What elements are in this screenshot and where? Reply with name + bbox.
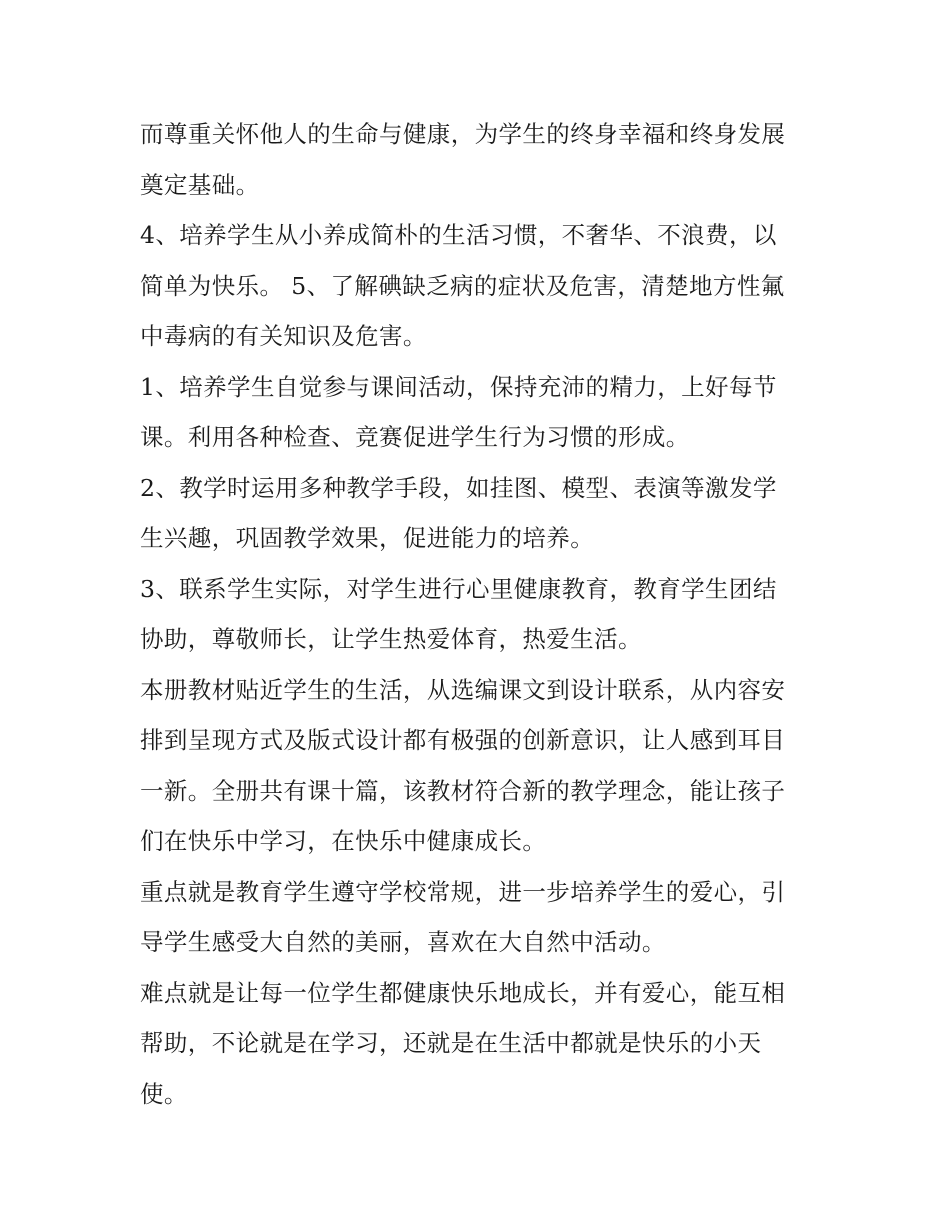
text-line: 帮助，不论就是在学习，还就是在生活中都就是快乐的小天 xyxy=(140,1029,762,1057)
text-line: 本册教材贴近学生的生活，从选编课文到设计联系，从内容安 xyxy=(140,675,786,704)
text-line: 2、教学时运用多种教学手段，如挂图、模型、表演等激发学 xyxy=(140,473,777,502)
text-line: 导学生感受大自然的美丽，喜欢在大自然中活动。 xyxy=(140,928,666,956)
text-line: 生兴趣，巩固教学效果，促进能力的培养。 xyxy=(140,524,595,552)
text-line: 奠定基础。 xyxy=(140,170,260,199)
paragraph-textbook-analysis xyxy=(140,665,820,867)
text-line: 一新。全册共有课十篇，该教材符合新的教学理念，能让孩子 xyxy=(140,776,786,805)
paragraph-health-respect xyxy=(140,109,820,210)
text-line: 而尊重关怀他人的生命与健康，为学生的终身幸福和终身发展 xyxy=(140,120,786,148)
document-body xyxy=(140,109,820,1119)
text-line: 1、培养学生自觉参与课间活动，保持充沛的精力，上好每节 xyxy=(140,372,777,401)
paragraph-item-4-5 xyxy=(140,210,820,362)
text-line: 中毒病的有关知识及危害。 xyxy=(140,322,427,350)
paragraph-key-points xyxy=(140,867,820,968)
text-line: 排到呈现方式及版式设计都有极强的创新意识，让人感到耳目 xyxy=(140,726,786,754)
paragraph-difficult-points xyxy=(140,968,820,1120)
text-line: 4、培养学生从小养成简朴的生活习惯，不奢华、不浪费，以 xyxy=(140,221,777,249)
text-line: 难点就是让每一位学生都健康快乐地成长，并有爱心，能互相 xyxy=(140,978,786,1007)
text-line: 重点就是教育学生遵守学校常规，进一步培养学生的爱心，引 xyxy=(140,877,786,906)
paragraph-measure-2 xyxy=(140,463,820,564)
text-line: 课。利用各种检查、竞赛促进学生行为习惯的形成。 xyxy=(140,423,690,451)
text-line: 3、联系学生实际，对学生进行心里健康教育，教育学生团结 xyxy=(140,574,777,603)
paragraph-measure-1 xyxy=(140,362,820,463)
paragraph-measure-3 xyxy=(140,564,820,665)
text-line: 简单为快乐。 5、了解碘缺乏病的症状及危害，清楚地方性氟 xyxy=(140,271,785,300)
text-line: 使。 xyxy=(140,1079,188,1108)
text-line: 们在快乐中学习，在快乐中健康成长。 xyxy=(140,827,547,855)
text-line: 协助，尊敬师长，让学生热爱体育，热爱生活。 xyxy=(140,625,642,653)
